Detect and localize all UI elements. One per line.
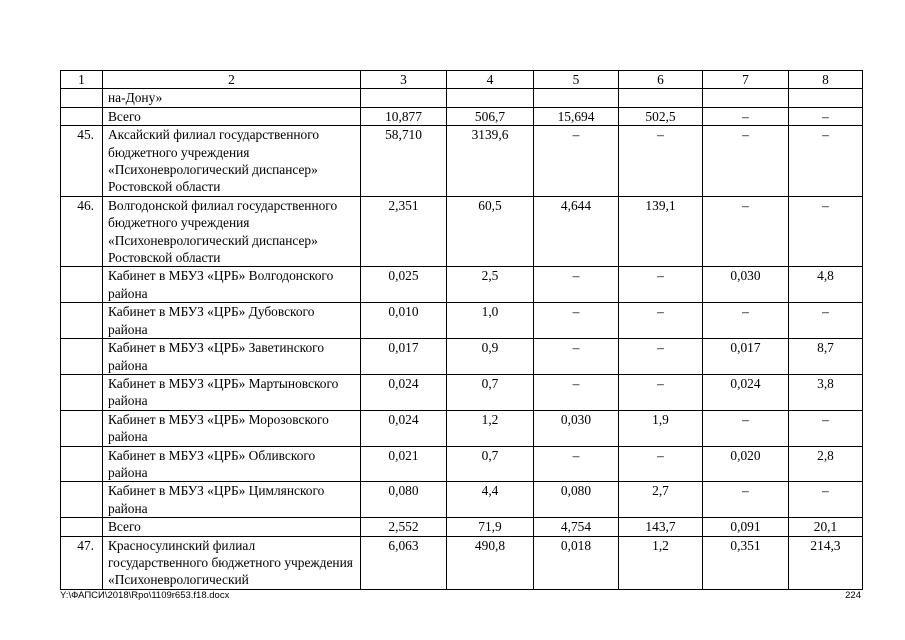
value-cell: – [703,107,789,125]
table-row [61,126,863,197]
value-cell: 0,017 [361,339,447,375]
row-number-cell [61,89,103,107]
value-cell: 0,7 [447,374,534,410]
value-cell: 0,025 [361,267,447,303]
value-cell: 506,7 [447,107,534,125]
name-cell: Кабинет в МБУЗ «ЦРБ» Морозовского района [103,410,361,446]
value-cell: 4,8 [789,267,863,303]
row-number-cell [61,446,103,482]
table-row [61,267,863,303]
value-cell: 0,024 [361,374,447,410]
value-cell: – [789,126,863,197]
row-number-cell: 46. [61,196,103,267]
value-cell: 1,9 [619,410,703,446]
value-cell: 2,351 [361,196,447,267]
table-body [61,89,863,589]
value-cell: – [534,267,619,303]
table-row [61,518,863,536]
value-cell: 0,7 [447,446,534,482]
name-cell: Кабинет в МБУЗ «ЦРБ» Заветинского района [103,339,361,375]
page-number: 224 [845,590,861,601]
value-cell: 0,080 [361,482,447,518]
value-cell: – [534,446,619,482]
value-cell: – [534,126,619,197]
value-cell [534,89,619,107]
value-cell: 4,644 [534,196,619,267]
value-cell: – [619,339,703,375]
row-number-cell [61,339,103,375]
value-cell: 0,080 [534,482,619,518]
value-cell: 60,5 [447,196,534,267]
header-cell: 6 [619,71,703,89]
value-cell: 0,017 [703,339,789,375]
header-cell: 1 [61,71,103,89]
table-row [61,482,863,518]
footer-file-path: Y:\ФАПСИ\2018\Rpo\1109r653.f18.docx [60,590,230,601]
value-cell [789,89,863,107]
name-cell: на-Дону» [103,89,361,107]
row-number-cell [61,107,103,125]
table-row [61,339,863,375]
table-row [61,536,863,589]
value-cell: – [703,410,789,446]
value-cell: – [619,267,703,303]
value-cell: 3139,6 [447,126,534,197]
name-cell: Кабинет в МБУЗ «ЦРБ» Обливского района [103,446,361,482]
value-cell: 0,020 [703,446,789,482]
name-cell: Кабинет в МБУЗ «ЦРБ» Дубовского района [103,303,361,339]
row-number-cell [61,410,103,446]
value-cell: – [619,446,703,482]
value-cell: – [619,374,703,410]
header-cell: 2 [103,71,361,89]
value-cell: 2,552 [361,518,447,536]
header-cell: 5 [534,71,619,89]
value-cell: 8,7 [789,339,863,375]
value-cell: 502,5 [619,107,703,125]
value-cell: – [534,374,619,410]
value-cell: 2,5 [447,267,534,303]
value-cell: 0,024 [361,410,447,446]
value-cell: 15,694 [534,107,619,125]
value-cell: 0,010 [361,303,447,339]
header-cell: 7 [703,71,789,89]
value-cell: 58,710 [361,126,447,197]
value-cell: 71,9 [447,518,534,536]
value-cell: 10,877 [361,107,447,125]
header-row [61,71,863,89]
table-row [61,107,863,125]
value-cell: – [703,482,789,518]
value-cell [703,89,789,107]
table-row [61,446,863,482]
value-cell: 2,8 [789,446,863,482]
value-cell: – [619,126,703,197]
value-cell: – [534,339,619,375]
value-cell [619,89,703,107]
header-cell: 4 [447,71,534,89]
value-cell: 214,3 [789,536,863,589]
data-table [60,70,863,590]
value-cell: – [534,303,619,339]
name-cell: Всего [103,518,361,536]
value-cell: 0,091 [703,518,789,536]
value-cell: – [789,196,863,267]
row-number-cell [61,482,103,518]
value-cell: 1,2 [447,410,534,446]
header-cell: 3 [361,71,447,89]
table-row [61,89,863,107]
value-cell [447,89,534,107]
value-cell: 4,754 [534,518,619,536]
name-cell: Волгодонской филиал государственного бюджетного учреждения «Психоневрологический диспансер» Ростовской области [103,196,361,267]
value-cell: 20,1 [789,518,863,536]
name-cell: Красносулинский филиал государственного бюджетного учреждения «Психоневрологический [103,536,361,589]
value-cell: 2,7 [619,482,703,518]
value-cell: 143,7 [619,518,703,536]
name-cell: Кабинет в МБУЗ «ЦРБ» Мартыновского района [103,374,361,410]
value-cell: 3,8 [789,374,863,410]
value-cell: 0,030 [534,410,619,446]
value-cell: – [789,107,863,125]
name-cell: Всего [103,107,361,125]
name-cell: Кабинет в МБУЗ «ЦРБ» Волгодонского района [103,267,361,303]
value-cell: 1,0 [447,303,534,339]
value-cell: – [703,303,789,339]
row-number-cell [61,267,103,303]
name-cell: Кабинет в МБУЗ «ЦРБ» Цимлянского района [103,482,361,518]
table-row [61,374,863,410]
table-row [61,196,863,267]
value-cell: – [789,303,863,339]
value-cell: 0,018 [534,536,619,589]
value-cell: – [789,410,863,446]
table-row [61,303,863,339]
row-number-cell: 47. [61,536,103,589]
value-cell: 0,021 [361,446,447,482]
value-cell: 0,351 [703,536,789,589]
value-cell: 4,4 [447,482,534,518]
value-cell: – [703,126,789,197]
value-cell: – [619,303,703,339]
value-cell: 139,1 [619,196,703,267]
value-cell: 0,030 [703,267,789,303]
name-cell: Аксайский филиал государственного бюджетного учреждения «Психоневрологический диспансер» Ростовской области [103,126,361,197]
value-cell: – [703,196,789,267]
value-cell [361,89,447,107]
value-cell: 490,8 [447,536,534,589]
value-cell: 0,9 [447,339,534,375]
value-cell: – [789,482,863,518]
value-cell: 0,024 [703,374,789,410]
row-number-cell [61,374,103,410]
value-cell: 1,2 [619,536,703,589]
header-cell: 8 [789,71,863,89]
table-row [61,410,863,446]
value-cell: 6,063 [361,536,447,589]
row-number-cell: 45. [61,126,103,197]
row-number-cell [61,518,103,536]
row-number-cell [61,303,103,339]
